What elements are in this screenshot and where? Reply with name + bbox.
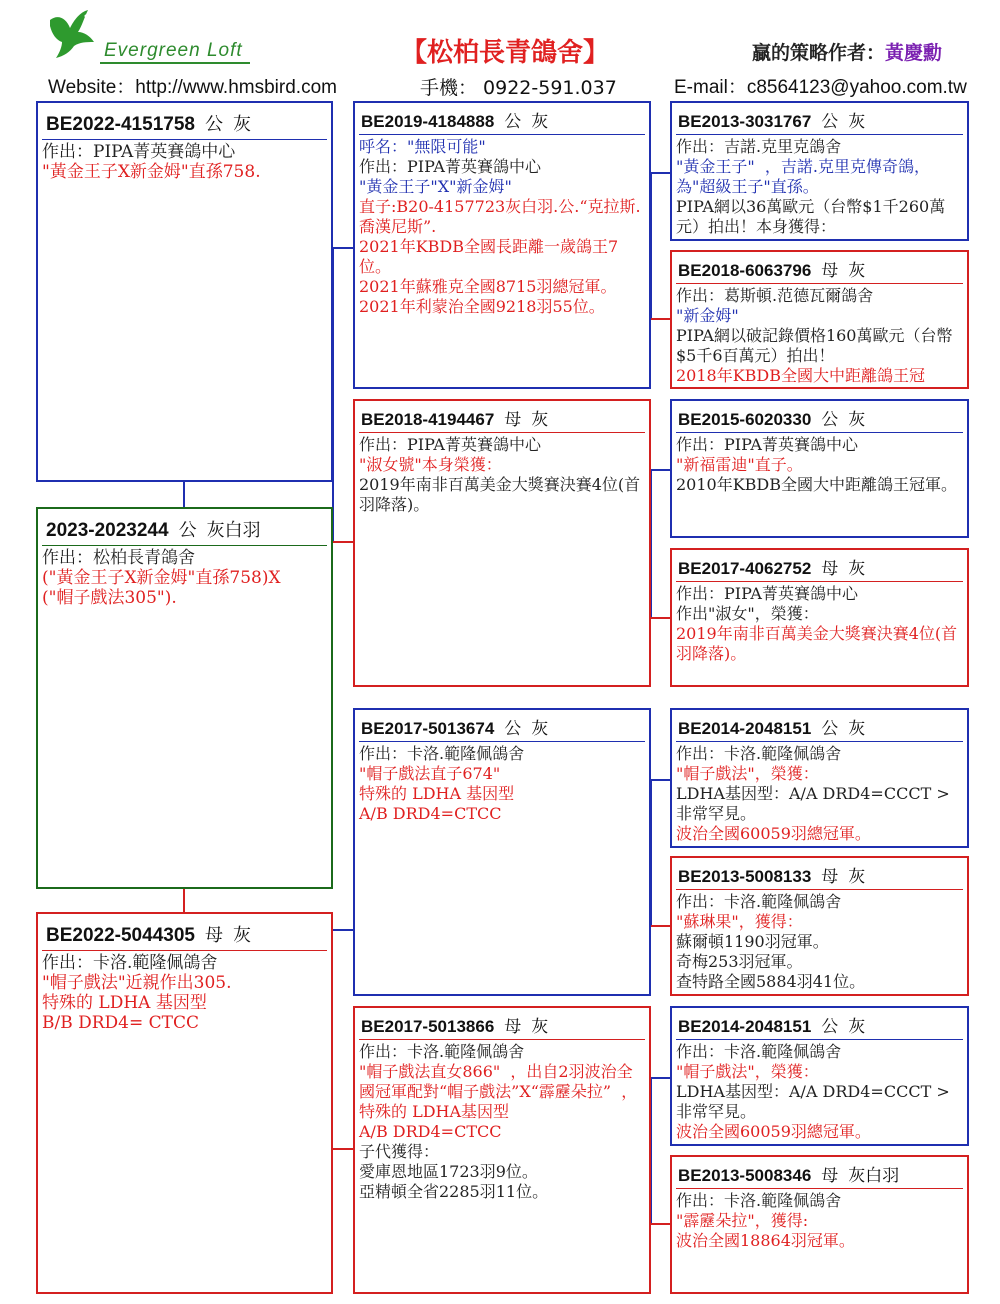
logo-text: Evergreen Loft: [104, 40, 243, 61]
card-body: [672, 1040, 967, 1142]
ring-number: BE2013-5008346: [678, 1166, 812, 1185]
card-line: "帽子戲法直女866" ，出自2羽波治全國冠軍配對“帽子戲法”X“霹靂朵拉” ，: [359, 1062, 638, 1101]
card-line: PIPA網以36萬歐元（台幣$1千260萬元）拍出！本身獲得：: [676, 197, 946, 236]
card-line: 作出：松柏長青鴿舍: [42, 548, 195, 568]
ring-header: [355, 401, 649, 432]
color-label: 灰白羽: [848, 1166, 900, 1186]
ring-header: [38, 914, 331, 950]
card-body: [672, 284, 967, 386]
pedigree-card-subject: [36, 507, 333, 889]
card-line: 2019年南非百萬美金大獎賽決賽4位(首羽降落)。: [359, 475, 641, 514]
card-line: "新金姆": [676, 306, 739, 325]
connector-line: [650, 1223, 670, 1225]
sex-label: 公: [204, 114, 223, 135]
sex-label: 母: [504, 410, 522, 430]
card-body: [38, 546, 331, 608]
connector-line: [332, 1148, 354, 1150]
ring-number: BE2013-3031767: [678, 112, 812, 131]
sex-label: 母: [821, 867, 839, 887]
ring-header: [355, 1008, 649, 1039]
pedigree-card-sdd: [670, 548, 969, 687]
ring-header: [672, 103, 967, 134]
sex-label: 母: [821, 261, 839, 281]
card-line: 作出：PIPA菁英賽鴿中心: [359, 435, 541, 454]
pedigree-card-dds: [670, 1006, 969, 1146]
card-line: PIPA網以破記錄價格160萬歐元（台幣$5千6百萬元）拍出！: [676, 326, 953, 365]
card-line: 特殊的 LDHA 基因型: [42, 993, 207, 1013]
card-line: "黃金王子" ，吉諾.克里克傳奇鴿，為"超級王子"直孫。: [676, 157, 930, 196]
ring-header: [672, 550, 967, 581]
color-label: 灰: [531, 410, 549, 430]
ring-number: BE2015-6020330: [678, 410, 812, 429]
card-line: 特殊的 LDHA 基因型: [359, 784, 515, 803]
author-label: 贏的策略作者：: [752, 42, 886, 64]
color-label: 灰白羽: [206, 520, 261, 541]
card-line: 作出：PIPA菁英賽鴿中心: [359, 157, 541, 176]
card-body: [355, 433, 649, 515]
ring-header: [672, 858, 967, 889]
card-line: 奇梅253羽冠軍。: [676, 952, 803, 971]
pedigree-card-sire: [36, 101, 333, 482]
pedigree-card-ssd: [670, 250, 969, 389]
card-line: 波治全國18864羽冠軍。: [676, 1231, 855, 1250]
ring-header: [672, 710, 967, 741]
sex-label: 公: [821, 719, 839, 739]
connector-line: [332, 247, 354, 249]
card-line: LDHA基因型：A/A DRD4=CCCT >非常罕見。: [676, 1082, 950, 1121]
sex-label: 公: [504, 112, 522, 132]
card-body: [672, 890, 967, 992]
card-line: "帽子戲法"，榮獲：: [676, 764, 819, 783]
ring-number: BE2022-5044305: [46, 925, 195, 946]
pedigree-card-ddd: [670, 1155, 969, 1294]
phone-text: 手機： 0922-591.037: [420, 77, 617, 99]
ring-number: BE2019-4184888: [361, 112, 495, 131]
card-line: A/B DRD4=CTCC: [359, 1122, 502, 1141]
card-line: 亞精頓全省2285羽11位。: [359, 1182, 549, 1201]
logo-underline: [100, 62, 250, 64]
ring-header: [38, 103, 331, 139]
dove-logo-icon: [44, 6, 100, 62]
color-label: 灰: [531, 112, 549, 132]
connector-line: [183, 481, 185, 508]
ring-number: BE2022-4151758: [46, 114, 195, 135]
card-body: [355, 742, 649, 824]
card-line: 作出：卡洛.範隆佩鴿舍: [676, 1191, 842, 1210]
card-body: [672, 1189, 967, 1251]
pedigree-card-dam-dam: [353, 1006, 651, 1294]
sex-label: 公: [821, 112, 839, 132]
card-line: 作出"淑女"，榮獲：: [676, 604, 819, 623]
color-label: 灰: [232, 114, 251, 135]
pedigree-card-sss: [670, 101, 969, 241]
ring-header: [38, 509, 331, 545]
card-line: "黃金王子X新金姆"直孫758.: [42, 162, 261, 182]
color-label: 灰: [848, 559, 866, 579]
sex-label: 母: [821, 559, 839, 579]
ring-header: [672, 1008, 967, 1039]
card-line: "淑女號"本身榮獲：: [359, 455, 502, 474]
color-label: 灰: [848, 261, 866, 281]
pedigree-card-sds: [670, 399, 969, 538]
card-line: "霹靂朵拉"，獲得:: [676, 1211, 809, 1230]
sex-label: 公: [504, 719, 522, 739]
color-label: 灰: [848, 112, 866, 132]
card-line: 查特路全國5884羽41位。: [676, 972, 866, 991]
card-line: 子代獲得：: [359, 1142, 440, 1161]
color-label: 灰: [848, 410, 866, 430]
ring-header: [355, 710, 649, 741]
connector-line: [650, 172, 670, 174]
card-body: [38, 140, 331, 182]
author-name: 黃慶勳: [885, 42, 943, 64]
ring-header: [672, 1157, 967, 1188]
card-line: LDHA基因型：A/A DRD4=CCCT >非常罕見。: [676, 784, 950, 823]
card-line: 直子:B20-4157723灰白羽.公.“克拉斯.喬漢尼斯”.: [359, 197, 641, 236]
connector-line: [650, 469, 670, 471]
card-body: [672, 135, 967, 237]
card-body: [355, 1040, 649, 1202]
ring-number: BE2014-2048151: [678, 1017, 812, 1036]
card-line: 波治全國60059羽總冠軍。: [676, 1122, 871, 1141]
ring-number: BE2013-5008133: [678, 867, 812, 886]
card-line: ("帽子戲法305").: [42, 588, 177, 608]
card-line: 作出：葛斯頓.范德瓦爾鴿舍: [676, 286, 874, 305]
card-line: 2019年南非百萬美金大獎賽決賽4位(首羽降落)。: [676, 624, 958, 663]
card-line: "新福雷迪"直子。: [676, 455, 803, 474]
card-line: 蘇爾頓1190羽冠軍。: [676, 932, 829, 951]
card-line: 呼名："無限可能": [359, 137, 486, 156]
card-line: "黃金王子"X"新金姆": [359, 177, 512, 196]
card-line: 作出：卡洛.範隆佩鴿舍: [42, 953, 218, 973]
sex-label: 公: [821, 410, 839, 430]
card-body: [38, 951, 331, 1033]
pedigree-card-sire-dam: [353, 399, 651, 687]
card-line: 作出：卡洛.範隆佩鴿舍: [359, 744, 525, 763]
color-label: 灰: [848, 719, 866, 739]
email-text: E-mail：c8564123@yahoo.com.tw: [674, 77, 967, 98]
card-line: "帽子戲法"，榮獲：: [676, 1062, 819, 1081]
ring-number: BE2018-6063796: [678, 261, 812, 280]
card-body: [672, 582, 967, 664]
connector-line: [650, 1077, 670, 1079]
sex-label: 公: [821, 1017, 839, 1037]
ring-number: BE2017-5013866: [361, 1017, 495, 1036]
card-line: 2010年KBDB全國大中距離鴿王冠軍。: [676, 475, 958, 494]
card-line: 作出：吉諾.克里克鴿舍: [676, 137, 842, 156]
card-line: ("黃金王子X新金姆"直孫758)X: [42, 568, 281, 588]
card-line: 2021年蘇雅克全國8715羽總冠軍。: [359, 277, 617, 296]
color-label: 灰: [531, 719, 549, 739]
sex-label: 母: [504, 1017, 522, 1037]
card-line: 作出：卡洛.範隆佩鴿舍: [676, 892, 842, 911]
card-body: [355, 135, 649, 317]
pedigree-card-sire-sire: [353, 101, 651, 389]
card-line: "帽子戲法直子674": [359, 764, 501, 783]
author-credit: [752, 38, 942, 65]
card-line: 波治全國60059羽總冠軍。: [676, 824, 871, 843]
ring-header: [355, 103, 649, 134]
ring-number: BE2017-5013674: [361, 719, 495, 738]
card-line: 作出：卡洛.範隆佩鴿舍: [676, 744, 842, 763]
card-line: "帽子戲法"近親作出305.: [42, 973, 232, 993]
connector-line: [650, 925, 670, 927]
website-text: Website：http://www.hmsbird.com: [48, 77, 337, 98]
card-line: 愛庫恩地區1723羽9位。: [359, 1162, 538, 1181]
connector-line: [332, 929, 354, 931]
ring-number: BE2017-4062752: [678, 559, 812, 578]
connector-line: [332, 541, 354, 543]
ring-number: 2023-2023244: [46, 520, 169, 541]
sex-label: 母: [821, 1166, 839, 1186]
card-line: A/B DRD4=CTCC: [359, 804, 502, 823]
card-line: 2018年KBDB全國大中距離鴿王冠: [676, 366, 926, 385]
sex-label: 公: [178, 520, 197, 541]
ring-number: BE2014-2048151: [678, 719, 812, 738]
card-line: 作出：卡洛.範隆佩鴿舍: [359, 1042, 525, 1061]
pedigree-card-dss: [670, 708, 969, 848]
card-line: 作出：PIPA菁英賽鴿中心: [676, 435, 858, 454]
connector-line: [650, 779, 670, 781]
pedigree-card-dsd: [670, 856, 969, 996]
card-line: 作出：卡洛.範隆佩鴿舍: [676, 1042, 842, 1061]
card-line: "蘇琳果"，獲得：: [676, 912, 803, 931]
connector-line: [650, 617, 670, 619]
ring-number: BE2018-4194467: [361, 410, 495, 429]
card-line: B/B DRD4= CTCC: [42, 1013, 200, 1033]
ring-header: [672, 401, 967, 432]
sex-label: 母: [204, 925, 223, 946]
card-line: 特殊的 LDHA基因型: [359, 1102, 510, 1121]
color-label: 灰: [531, 1017, 549, 1037]
color-label: 灰: [848, 1017, 866, 1037]
page-title: 【松柏長青鴿舍】: [400, 38, 609, 68]
card-body: [672, 742, 967, 844]
card-line: 2021年KBDB全國長距離一歲鴿王7位。: [359, 237, 619, 276]
card-body: [672, 433, 967, 495]
pedigree-card-dam-sire: [353, 708, 651, 996]
ring-header: [672, 252, 967, 283]
card-line: 作出：PIPA菁英賽鴿中心: [676, 584, 858, 603]
connector-line: [650, 318, 670, 320]
pedigree-card-dam: [36, 912, 333, 1294]
connector-line: [183, 888, 185, 913]
card-line: 作出：PIPA菁英賽鴿中心: [42, 142, 236, 162]
color-label: 灰: [232, 925, 251, 946]
card-line: 2021年利蒙治全國9218羽55位。: [359, 297, 605, 316]
color-label: 灰: [848, 867, 866, 887]
